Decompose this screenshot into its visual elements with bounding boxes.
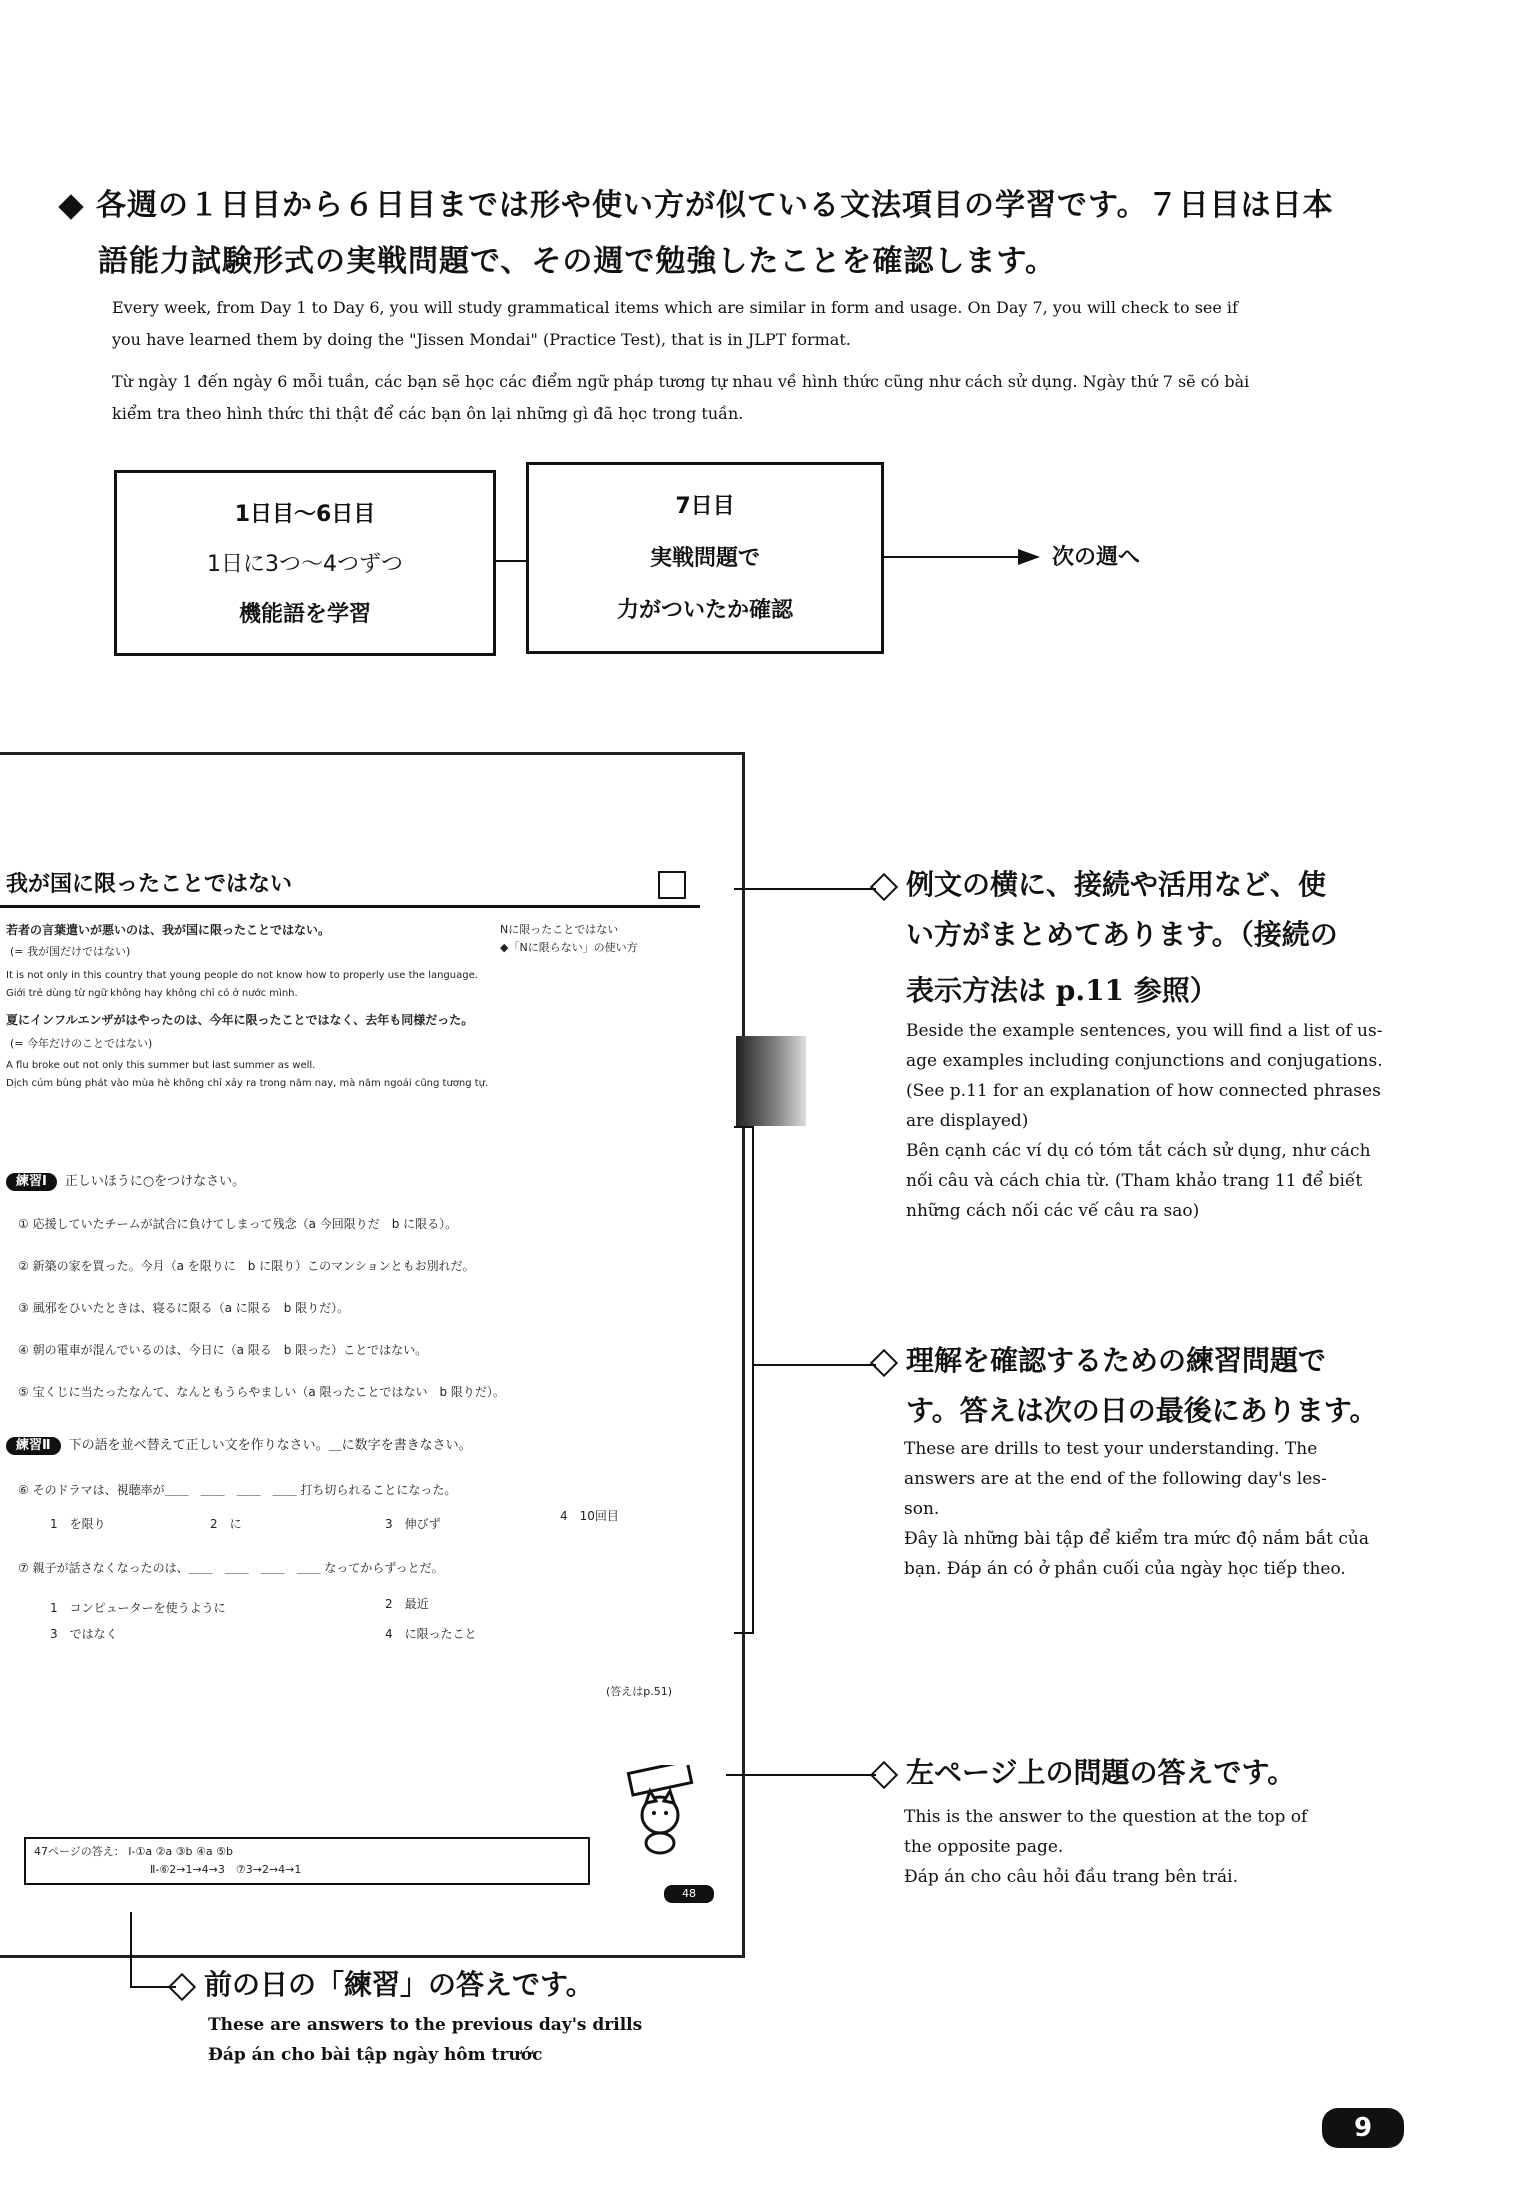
drill1-item-5: ⑤ 宝くじに当たったなんて、なんともうらやましい（a 限ったことではない b 限りだ）。 (18, 1385, 505, 1399)
q7-opt-4: 4 に限ったこと (385, 1627, 477, 1641)
q7-opt-3: 3 ではなく (50, 1627, 118, 1641)
sample-side-note1: Nに限ったことではない (500, 923, 619, 936)
sample-side-note2: ◆「Nに限らない」の使い方 (500, 941, 638, 954)
drill2-instruction: 下の語を並べ替えて正しい文を作りなさい。＿に数字を書きなさい。 (68, 1438, 472, 1453)
annotation4 (172, 1960, 772, 2010)
annotation2-translations (904, 1434, 1424, 1584)
answer-ref: (答えはp.51) (606, 1685, 673, 1698)
a1-en2: age examples including conjunctions and conjugations. (906, 1051, 1383, 1071)
sample-ex1-note: (= 我が国だけではない) (10, 945, 131, 958)
diamond-icon (168, 1972, 196, 2000)
annotation1-translations (906, 1016, 1426, 1226)
intro-translations (112, 292, 1412, 430)
q6-opt-4: 4 10回目 (560, 1509, 619, 1523)
prev-answers-line1: Ⅰ-①a ②a ③b ④a ⑤b (128, 1845, 233, 1858)
a4-en: These are answers to the previous day's drills (208, 2015, 643, 2035)
flow-box2-line2: 実戦問題で (649, 546, 760, 571)
annotation2-bracket-top (734, 1126, 754, 1128)
annotation2 (874, 1336, 1414, 1436)
a3-vi: Đáp án cho câu hỏi đầu trang bên trái. (904, 1867, 1238, 1887)
drill2-q6: ⑥ そのドラマは、視聴率が＿＿ ＿＿ ＿＿ ＿＿ 打ち切られることになった。 (18, 1483, 457, 1497)
q6-opt-2: 2 に (210, 1517, 242, 1531)
sample-box-icon (658, 871, 686, 899)
mascot-cat-icon (620, 1765, 700, 1855)
a3-en1: This is the answer to the question at the top of (904, 1807, 1308, 1827)
sample-ex1-en: It is not only in this country that young people do not know how to properly use the language. (6, 970, 478, 981)
chapter-tab (736, 1036, 806, 1126)
flow-box1-line3: 機能語を学習 (238, 602, 371, 627)
q6-opt-1: 1 を限り (50, 1517, 106, 1531)
sample-ex2-en: A flu broke out not only this summer but last summer as well. (6, 1060, 316, 1071)
a1-en3: (See p.11 for an explanation of how connected phrases (906, 1081, 1381, 1101)
q7-opt-1: 1 コンピューターを使うように (50, 1601, 226, 1615)
intro-en-line1: Every week, from Day 1 to Day 6, you will study grammatical items which are similar in form and usage. On Day 7, you will check to see if (112, 298, 1238, 317)
a2-en3: son. (904, 1499, 940, 1519)
a3-jp: 左ページ上の問題の答えです。 (906, 1756, 1296, 1789)
intro-jp-line1: 各週の１日目から６日目までは形や使い方が似ている文法項目の学習です。７日目は日本 (96, 188, 1334, 223)
drill1-item-3: ③ 風邪をひいたときは、寝るに限る（a に限る b 限りだ）。 (18, 1301, 350, 1315)
a1-jp2: い方がまとめてあります。（接続の (906, 918, 1338, 951)
a4-vi: Đáp án cho bài tập ngày hôm trước (208, 2045, 543, 2065)
sample-ex1-vi: Giới trẻ dùng từ ngữ không hay không chỉ có ở nước mình. (6, 988, 298, 999)
intro-heading (62, 178, 1442, 290)
sample-ex1-jp: 若者の言葉遣いが悪いのは、我が国に限ったことではない。 (6, 923, 331, 937)
diamond-icon (870, 1760, 898, 1788)
sample-title: 我が国に限ったことではない (6, 872, 293, 897)
annotation3-translations (904, 1802, 1424, 1892)
sample-ex2-note: (= 今年だけのことではない) (10, 1037, 153, 1050)
sample-page-number: 48 (664, 1885, 714, 1903)
drill1-instruction: 正しいほうに○をつけなさい。 (64, 1174, 246, 1189)
a2-jp2: す。答えは次の日の最後にあります。 (906, 1394, 1378, 1427)
sample-page (0, 752, 745, 1958)
flow-next-week: 次の週へ (1052, 545, 1141, 570)
q6-opt-3: 3 伸びず (385, 1517, 441, 1531)
q7-opt-2: 2 最近 (385, 1597, 429, 1611)
prev-answers-label: 47ページの答え： (34, 1845, 125, 1858)
diamond-bullet-icon (58, 194, 83, 219)
a1-en1: Beside the example sentences, you will find a list of us- (906, 1021, 1383, 1041)
a2-en2: answers are at the end of the following day's les- (904, 1469, 1327, 1489)
drill2-tag: 練習Ⅱ (6, 1437, 61, 1455)
flow-connector (493, 560, 526, 562)
annotation4-connector-vertical (130, 1912, 132, 1986)
intro-jp-line2: 語能力試験形式の実戦問題で、その週で勉強したことを確認します。 (98, 244, 1056, 279)
annotation2-bracket (752, 1126, 754, 1634)
diamond-icon (870, 1348, 898, 1376)
sample-title-bar (0, 865, 700, 908)
a1-vi1: Bên cạnh các ví dụ có tóm tắt cách sử dụng, như cách (906, 1141, 1371, 1161)
a2-jp1: 理解を確認するための練習問題で (906, 1344, 1327, 1377)
flow-box1-title: 1日目〜6日目 (234, 502, 376, 527)
prev-answers-box (24, 1837, 590, 1885)
annotation1 (874, 860, 1414, 1016)
annotation1-connector (734, 888, 876, 890)
flow-box2-line3: 力がついたか確認 (616, 598, 793, 623)
a2-en1: These are drills to test your understanding. The (904, 1439, 1318, 1459)
flow-box1-line2: 1日に3つ〜4つずつ (207, 552, 403, 577)
prev-answers-line2: Ⅱ-⑥2→1→4→3 ⑦3→2→4→1 (150, 1863, 302, 1876)
intro-vi-line1: Từ ngày 1 đến ngày 6 mỗi tuần, các bạn sẽ học các điểm ngữ pháp tương tự nhau về hình thức cũng như cách sử dụng. Ngày thứ 7 sẽ có bài (112, 372, 1250, 391)
a2-vi1: Đây là những bài tập để kiểm tra mức độ nắm bắt của (904, 1529, 1369, 1549)
drill2-q7: ⑦ 親子が話さなくなったのは、＿＿ ＿＿ ＿＿ ＿＿ なってからずっとだ。 (18, 1561, 444, 1575)
arrow-right-icon (1018, 549, 1040, 565)
a4-jp: 前の日の「練習」の答えです。 (204, 1968, 594, 2001)
flow-box-day7 (526, 462, 884, 654)
sample-ex2-vi: Dịch cúm bùng phát vào mùa hè không chỉ xảy ra trong năm nay, mà năm ngoái cũng tương tự. (6, 1078, 489, 1089)
diamond-icon (870, 872, 898, 900)
annotation3-connector (726, 1774, 876, 1776)
a1-vi2: nối câu và cách chia từ. (Tham khảo trang 11 để biết (906, 1171, 1363, 1191)
intro-en-line2: you have learned them by doing the "Jissen Mondai" (Practice Test), that is in JLPT format. (112, 330, 851, 349)
annotation3 (874, 1748, 1414, 1798)
a3-en2: the opposite page. (904, 1837, 1064, 1857)
a2-vi2: bạn. Đáp án có ở phần cuối của ngày học tiếp theo. (904, 1559, 1346, 1579)
annotation2-bracket-bottom (734, 1632, 754, 1634)
a1-vi3: những cách nối các vế câu ra sao) (906, 1201, 1200, 1221)
page-number: 9 (1322, 2108, 1404, 2148)
drill1-tag: 練習Ⅰ (6, 1173, 57, 1191)
a1-en4: are displayed) (906, 1111, 1029, 1131)
annotation4-translations (208, 2010, 768, 2070)
drill1-item-1: ① 応援していたチームが試合に負けてしまって残念（a 今回限りだ b に限る）。 (18, 1217, 458, 1231)
flow-box-days1-6 (114, 470, 496, 656)
sample-ex2-jp: 夏にインフルエンザがはやったのは、今年に限ったことではなく、去年も同様だった。 (6, 1013, 474, 1027)
a1-jp1: 例文の横に、接続や活用など、使 (906, 868, 1327, 901)
flow-box2-title: 7日目 (675, 494, 735, 519)
a1-jp3: 表示方法は p.11 参照） (906, 974, 1218, 1007)
annotation2-connector (754, 1364, 876, 1366)
drill1-item-2: ② 新築の家を買った。今月（a を限りに b に限り）このマンションともお別れだ。 (18, 1259, 475, 1273)
flow-arrow-line (881, 556, 1021, 558)
drill1-item-4: ④ 朝の電車が混んでいるのは、今日に（a 限る b 限った）ことではない。 (18, 1343, 428, 1357)
intro-vi-line2: kiểm tra theo hình thức thi thật để các bạn ôn lại những gì đã học trong tuần. (112, 404, 744, 423)
